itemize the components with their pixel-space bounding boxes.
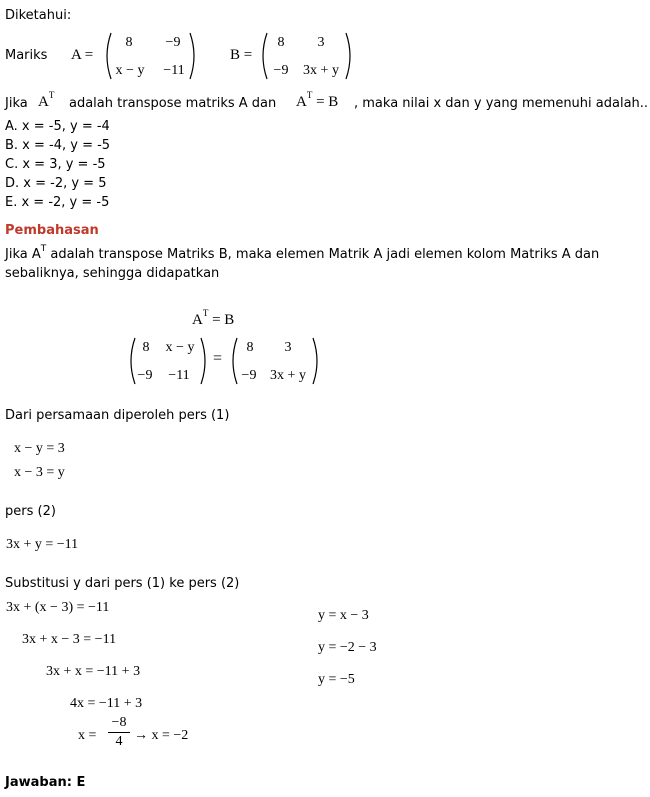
matrix-b-left-paren [263, 33, 267, 79]
rhs-right-paren [313, 338, 317, 384]
pers1-line: x − 3 = y [14, 465, 65, 480]
matrix-a-name: A = [71, 47, 94, 63]
matrix-a-left-paren [107, 33, 111, 79]
question-stem-prefix: Jika [5, 96, 28, 111]
fraction-bar [108, 732, 130, 733]
matrix-b [259, 31, 354, 81]
matrix-a-cell: 8 [125, 35, 133, 50]
matrix-b-right-paren [346, 33, 350, 79]
matrix-b-cell: 3 [317, 35, 325, 50]
option-c: C. x = 3, y = -5 [5, 157, 106, 172]
rhs-left-paren [233, 338, 237, 384]
fraction-denominator: 4 [115, 734, 123, 749]
matrix-a [103, 31, 198, 81]
pers2-label: pers (2) [5, 504, 56, 519]
matrix-a-cell: x − y [115, 63, 145, 78]
question-stem-mid: adalah transpose matriks A dan [69, 96, 277, 111]
solution-intro-line2: sebaliknya, sehingga didapatkan [5, 266, 220, 281]
matrix-b-cell: 3x + y [303, 63, 339, 78]
matrix-label: Mariks [5, 48, 48, 63]
matrix-equals-sign: = [213, 350, 223, 367]
y-step: y = −2 − 3 [318, 640, 377, 655]
pers1-line: x − y = 3 [14, 441, 65, 456]
final-x-result: → x = −2 [134, 728, 189, 743]
solution-heading: Pembahasan [5, 223, 99, 238]
solution-intro-line1: Jika $A^T$ adalah transpose Matriks B, maka elemen Matrik A jadi elemen kolom Matriks A dan [5, 243, 600, 262]
rhs-cell: 8 [246, 340, 254, 355]
substitution-label: Substitusi y dari pers (1) ke pers (2) [5, 576, 240, 591]
pers1-label: Dari persamaan diperoleh pers (1) [5, 408, 230, 423]
transpose-lhs-matrix [127, 336, 209, 386]
substitution-step: 3x + (x − 3) = −11 [6, 600, 110, 615]
y-step: y = x − 3 [318, 608, 369, 623]
lhs-cell: −11 [168, 368, 190, 383]
option-a: A. x = -5, y = -4 [5, 119, 110, 134]
lhs-left-paren [131, 338, 135, 384]
substitution-step: 4x = −11 + 3 [70, 696, 143, 711]
matrix-b-cell: −9 [273, 63, 289, 78]
rhs-cell: 3 [284, 340, 292, 355]
y-step: y = −5 [318, 672, 355, 687]
matrix-b-cell: 8 [277, 35, 285, 50]
given-label: Diketahui: [5, 8, 72, 23]
question-stem-at2: $A^T = B$ [296, 90, 339, 110]
option-d: D. x = -2, y = 5 [5, 176, 107, 191]
pers2-line: 3x + y = −11 [6, 537, 79, 552]
lhs-cell: 8 [142, 340, 150, 355]
option-b: B. x = -4, y = -5 [5, 138, 111, 153]
rhs-cell: 3x + y [270, 368, 306, 383]
final-x-prefix: x = [78, 728, 97, 743]
substitution-step: 3x + x = −11 + 3 [46, 664, 141, 679]
rhs-cell: −9 [241, 368, 257, 383]
answer: Jawaban: E [5, 775, 86, 790]
option-e: E. x = -2, y = -5 [5, 195, 110, 210]
substitution-step: 3x + x − 3 = −11 [22, 632, 117, 647]
matrix-b-name: B = [230, 47, 253, 63]
fraction-numerator: −8 [111, 715, 127, 730]
matrix-a-cell: −9 [165, 35, 181, 50]
question-stem-suffix: , maka nilai x dan y yang memenuhi adalah.. [354, 96, 649, 111]
lhs-cell: −9 [137, 368, 153, 383]
matrix-a-cell: −11 [163, 63, 185, 78]
transpose-equation: $A^T = B$ [192, 308, 235, 328]
question-stem-at: $A^T$ [38, 90, 55, 110]
lhs-cell: x − y [165, 340, 195, 355]
lhs-right-paren [201, 338, 205, 384]
matrix-a-right-paren [190, 33, 194, 79]
final-fraction [108, 715, 130, 750]
transpose-rhs-matrix [229, 336, 321, 386]
